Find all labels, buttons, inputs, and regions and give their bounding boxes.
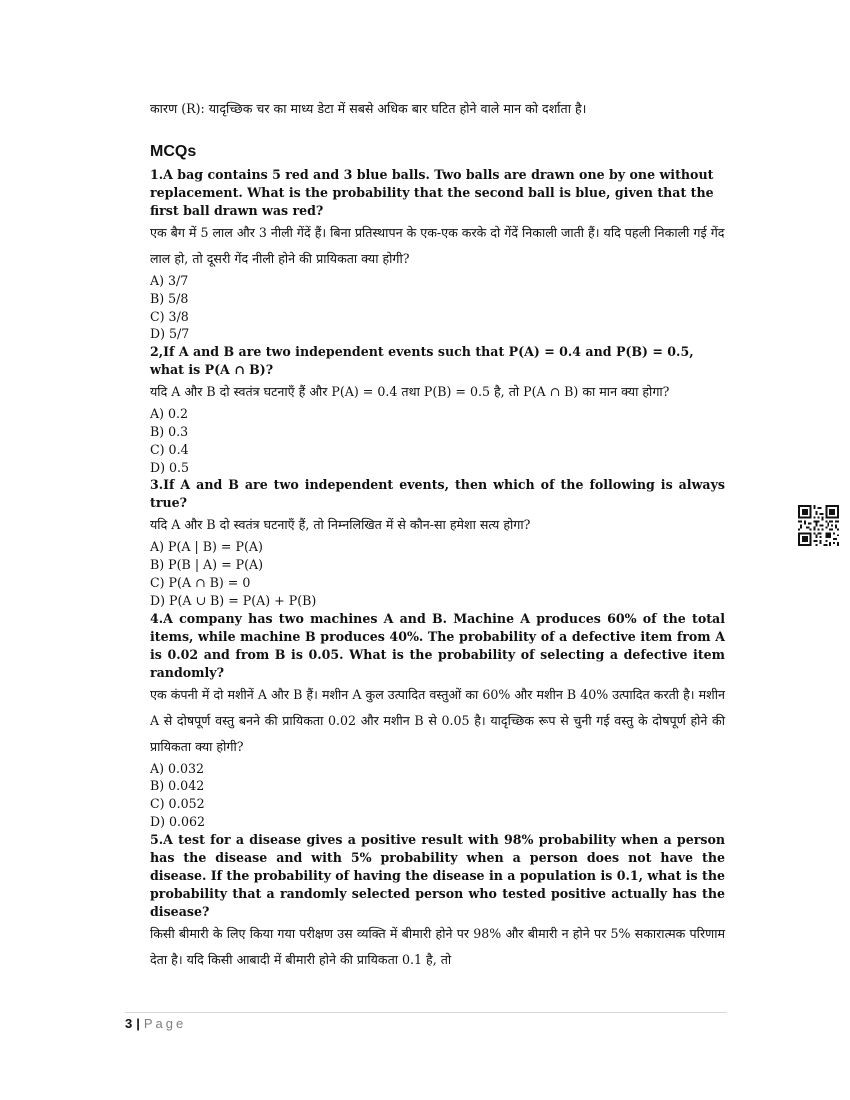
question-3-option-a: A) P(A | B) = P(A) <box>150 539 263 555</box>
question-4-option-d: D) 0.062 <box>150 813 206 829</box>
qr-code-icon[interactable] <box>798 505 839 546</box>
question-4-option-b: B) 0.042 <box>150 778 205 794</box>
question-3-hi: यदि A और B दो स्वतंत्र घटनाएँ हैं, तो निम्नलिखित में से कौन-सा हमेशा सत्य होगा? <box>150 517 531 533</box>
page-number: 3 <box>125 1016 133 1031</box>
question-2-option-a: A) 0.2 <box>150 406 189 422</box>
question-5-hi: किसी बीमारी के लिए किया गया परीक्षण उस व्यक्ति में बीमारी होने पर 98% और बीमारी न होने पर 5% सकारात्मक परिणाम देता है। यदि किसी आबादी में बीमारी होने की प्रायिकता 0.1 है, तो <box>150 925 725 967</box>
question-5 <box>150 831 725 973</box>
question-1-option-a: A) 3/7 <box>150 273 189 288</box>
question-3-en: 3.If A and B are two independent events, then which of the following is always true? <box>150 477 725 511</box>
section-heading: MCQs <box>150 143 197 160</box>
question-2-option-c: C) 0.4 <box>150 441 189 457</box>
footer-separator: | <box>136 1016 140 1031</box>
question-1 <box>150 166 725 343</box>
question-3-option-c: C) P(A ∩ B) = 0 <box>150 574 251 590</box>
question-1-hi: एक बैग में 5 लाल और 3 नीली गेंदें हैं। बिना प्रतिस्थापन के एक-एक करके दो गेंदें निकाली जाती हैं। यदि पहली निकाली गई गेंद लाल हो, तो दूसरी गेंद नीली होने की प्रायिकता क्या होगी? <box>150 225 725 266</box>
question-3 <box>150 476 725 609</box>
question-2-hi: यदि A और B दो स्वतंत्र घटनाएँ हैं और P(A) = 0.4 तथा P(B) = 0.5 है, तो P(A ∩ B) का मान क्या होगा? <box>150 384 670 400</box>
question-4-option-c: C) 0.052 <box>150 796 205 812</box>
question-1-en: 1.A bag contains 5 red and 3 blue balls. Two balls are drawn one by one without replacement. What is the probability that the second ball is blue, given that the first ball drawn was red? <box>150 167 714 218</box>
question-1-option-d: D) 5/7 <box>150 326 190 342</box>
question-1-option-b: B) 5/8 <box>150 290 189 306</box>
question-4 <box>150 610 725 831</box>
question-2-en: 2,If A and B are two independent events such that P(A) = 0.4 and P(B) = 0.5, what is P(A ∩ B)? <box>150 344 694 378</box>
question-2 <box>150 343 725 476</box>
page-label: Page <box>143 1016 187 1031</box>
question-5-en: 5.A test for a disease gives a positive result with 98% probability when a person has the disease and with 5% probability when a person does not have the disease. If the probability of having the disease in a population is 0.1, what is the probability that a randomly selected person who tested positive actually has the disease? <box>150 831 726 919</box>
page-footer <box>125 1012 727 1031</box>
question-4-en: 4.A company has two machines A and B. Machine A produces 60% of the total items, while machine B produces 40%. The probability of a defective item from A is 0.02 and from B is 0.05. What is the probability of selecting a defective item randomly? <box>150 610 725 680</box>
question-4-option-a: A) 0.032 <box>150 760 205 776</box>
question-3-option-d: D) P(A ∪ B) = P(A) + P(B) <box>150 592 317 608</box>
question-3-option-b: B) P(B | A) = P(A) <box>150 557 264 573</box>
question-2-option-b: B) 0.3 <box>150 423 189 439</box>
question-1-option-c: C) 3/8 <box>150 308 189 324</box>
page-content <box>150 100 725 973</box>
question-2-option-d: D) 0.5 <box>150 459 190 475</box>
intro-line: कारण (R): यादृच्छिक चर का माध्य डेटा में सबसे अधिक बार घटित होने वाले मान को दर्शाता है। <box>150 101 587 116</box>
question-4-hi: एक कंपनी में दो मशीनें A और B हैं। मशीन A कुल उत्पादित वस्तुओं का 60% और मशीन B 40% उत्पादित करती है। मशीन A से दोषपूर्ण वस्तु बनने की प्रायिकता 0.02 और मशीन B से 0.05 है। यादृच्छिक रूप से चुनी गई वस्तु के दोषपूर्ण होने की प्रायिकता क्या होगी? <box>150 686 725 754</box>
